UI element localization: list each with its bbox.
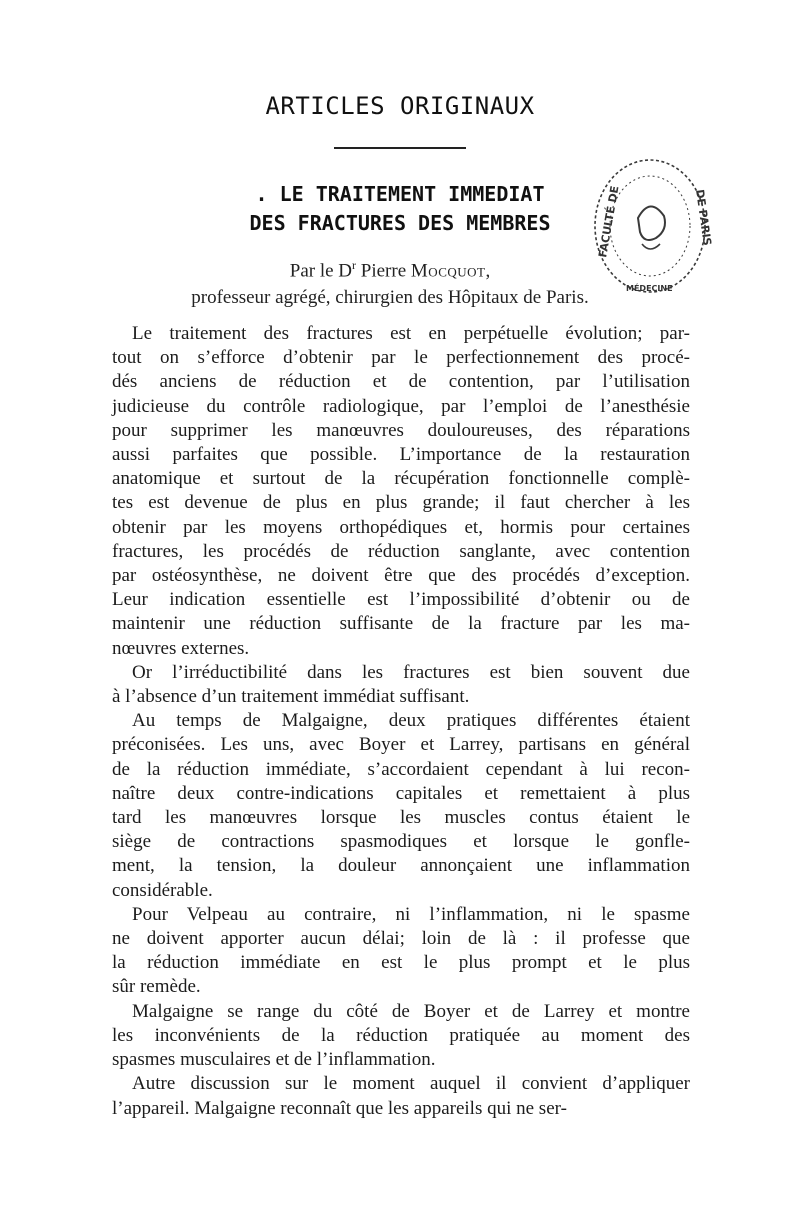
paragraph: [112, 322, 690, 661]
byline-sup: r: [352, 258, 357, 272]
library-stamp: [586, 148, 714, 298]
article-title-line-1: . LE TRAITEMENT IMMEDIAT: [255, 182, 545, 206]
paragraph-line: à l’absence d’un traitement immédiat suffisant.: [112, 686, 470, 708]
paragraph: [112, 709, 690, 903]
paragraph-line: tout on s’efforce d’obtenir par le perfectionnement des procé-: [112, 347, 690, 369]
paragraph-line: pour supprimer les manœuvres douloureuses, des réparations: [112, 419, 690, 441]
byline-first: Pierre: [356, 260, 411, 282]
paragraph-line: anatomique et surtout de la récupération fonctionnelle complè-: [112, 468, 690, 490]
stamp-emblem: [638, 206, 665, 240]
byline-surname: Mocquot: [410, 260, 486, 282]
paragraph-line: fractures, les procédés de réduction sanglante, avec contention: [112, 540, 690, 562]
paragraph-line: Pour Velpeau au contraire, ni l’inflammation, ni le spasme: [132, 903, 690, 925]
paragraph-line: la réduction immédiate en est le plus prompt et le plus: [112, 952, 690, 974]
paragraph-line: Autre discussion sur le moment auquel il convient d’appliquer: [132, 1073, 690, 1095]
paragraph-line: Or l’irréductibilité dans les fractures est bien souvent due: [132, 661, 690, 683]
paragraph-line: préconisées. Les uns, avec Boyer et Larrey, partisans en général: [112, 734, 690, 756]
paragraph-line: siège de contractions spasmodiques et lorsque le gonfle-: [112, 831, 690, 853]
byline-prefix: Par le D: [289, 260, 353, 282]
paragraph-line: maintenir une réduction suffisante de la fracture par les ma-: [112, 613, 690, 635]
paragraph-line: l’appareil. Malgaigne reconnaît que les appareils qui ne ser-: [112, 1097, 567, 1119]
paragraph-line: obtenir par les moyens orthopédiques et, hormis pour certaines: [112, 516, 690, 538]
stamp-inner-ring: [610, 176, 690, 276]
paragraph-line: de la réduction immédiate, s’accordaient cependant à lui recon-: [112, 758, 690, 780]
paragraph-line: ment, la tension, la douleur annonçaient une inflammation: [112, 855, 690, 877]
stamp-emblem-detail: [642, 244, 660, 249]
paragraph-line: Au temps de Malgaigne, deux pratiques différentes étaient: [132, 710, 690, 732]
paragraph-line: sûr remède.: [112, 976, 201, 998]
article-title: [200, 180, 600, 238]
paragraph-line: Leur indication essentielle est l’impossibilité d’obtenir ou de: [112, 589, 690, 611]
paragraph-line: spasmes musculaires et de l’inflammation.: [112, 1049, 436, 1071]
paragraph: [112, 1072, 690, 1120]
paragraph: [112, 903, 690, 1000]
paragraph-line: aussi parfaites que possible. L’importance de la restauration: [112, 444, 690, 466]
paragraph-line: Malgaigne se range du côté de Boyer et de Larrey et montre: [132, 1000, 690, 1022]
stamp-text-right: DE PARIS: [693, 188, 714, 247]
paragraph-line: naître deux contre-indications capitales et remettaient à plus: [112, 782, 690, 804]
paragraph-line: par ostéosynthèse, ne doivent être que des procédés d’exception.: [112, 565, 690, 587]
paragraph-line: les inconvénients de la réduction pratiquée au moment des: [112, 1024, 690, 1046]
paragraph: [112, 1000, 690, 1073]
article-body: [112, 322, 690, 1121]
paragraph: [112, 661, 690, 709]
section-title: ARTICLES ORIGINAUX: [265, 92, 535, 120]
paragraph-line: tes est devenue de plus en plus grande; il faut chercher à les: [112, 492, 690, 514]
paragraph-line: tard les manœuvres lorsque les muscles contus étaient le: [112, 807, 690, 829]
paragraph-line: dés anciens de réduction et de contention, par l’utilisation: [112, 371, 690, 393]
stamp-text-bottom: MÉDECINE: [626, 284, 673, 293]
byline-end: ,: [485, 260, 491, 282]
paragraph-line: ne doivent apporter aucun délai; loin de là : il professe que: [112, 928, 690, 950]
paragraph-line: judicieuse du contrôle radiologique, par l’emploi de l’anesthésie: [112, 395, 690, 417]
byline-author: [130, 252, 650, 284]
stamp-text-left: FACULTÉ DE: [596, 184, 622, 259]
byline: [130, 252, 650, 311]
paragraph-line: considérable.: [112, 879, 213, 901]
paragraph-line: nœuvres externes.: [112, 637, 250, 659]
title-divider: [334, 147, 466, 149]
article-title-line-2: DES FRACTURES DES MEMBRES: [249, 211, 551, 235]
byline-affiliation: professeur agrégé, chirurgien des Hôpitaux de Paris.: [191, 287, 589, 309]
paragraph-line: Le traitement des fractures est en perpétuelle évolution; par-: [132, 323, 690, 344]
